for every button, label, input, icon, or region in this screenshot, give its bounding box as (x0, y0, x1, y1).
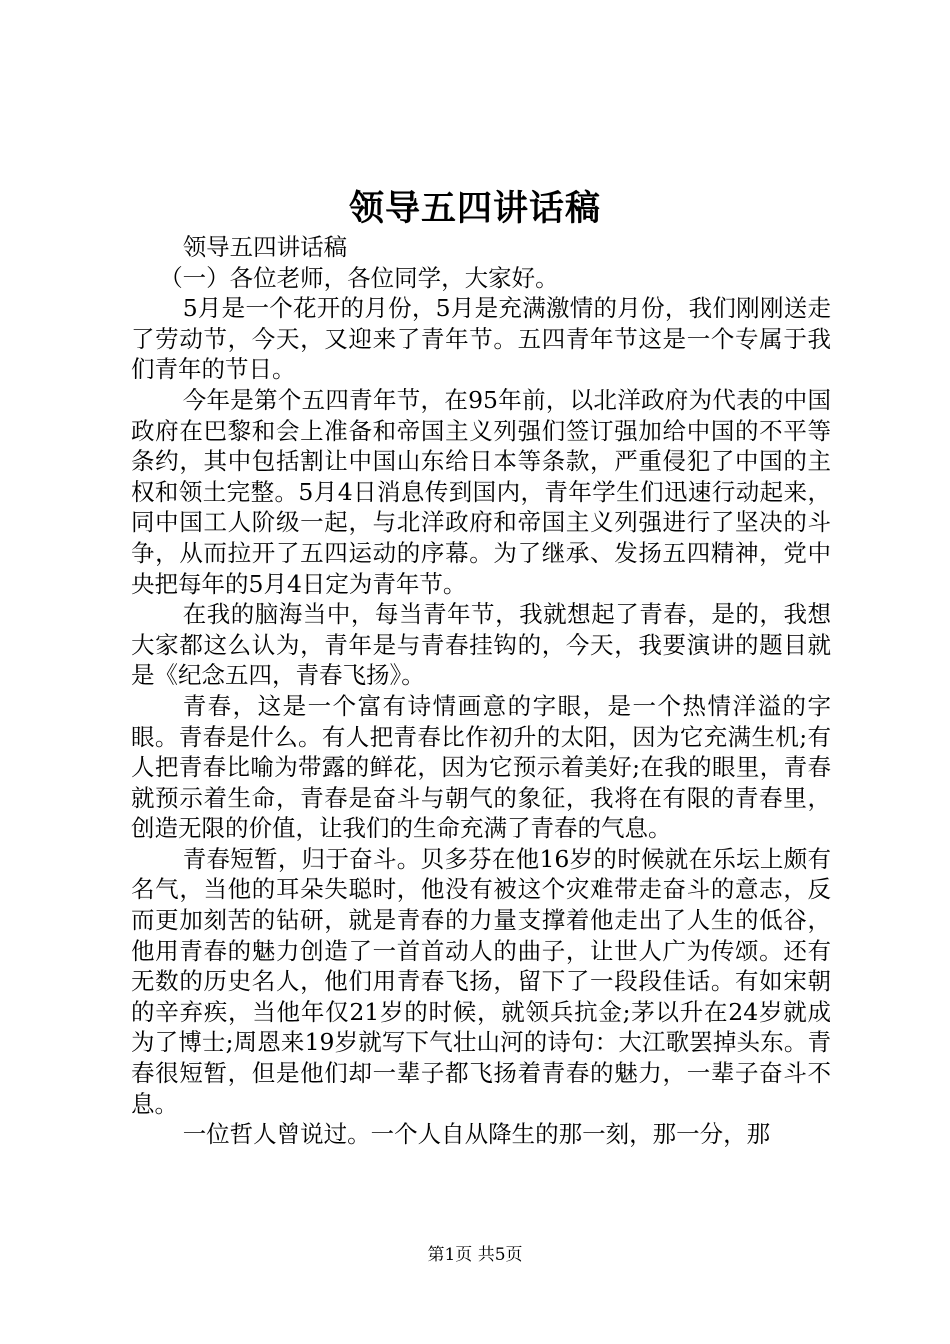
paragraph: 一位哲人曾说过。一个人自从降生的那一刻，那一分，那 (182, 1120, 771, 1149)
page-number: 第1页 共5页 (427, 1245, 523, 1265)
document-title: 领导五四讲话稿 (348, 188, 601, 229)
paragraph-salutation: （一）各位老师，各位同学，大家好。 (159, 263, 559, 292)
paragraph: 青春短暂，归于奋斗。贝多芬在他16岁的时候就在乐坛上颇有名气，当他的耳朵失聪时，他没有被这个灾难带走奋斗的意志，反而更加刻苦的钻研，就是青春的力量支撑着他走出了人生的低谷，他用青春的魅力创造了一首首动人的曲子，让世人广为传颂。还有无数的历史名人，他们用青春飞扬，留下了一段段佳话。有如宋朝的辛弃疾，当他年仅21岁的时候，就领兵抗金;茅以升在24岁就成为了博士;周恩来19岁就写下气壮山河的诗句：大江歌罢掉头东。青春很短暂，但是他们却一辈子都飞扬着青春的魅力，一辈子奋斗不息。 (131, 844, 831, 1118)
document-body (131, 232, 831, 1150)
paragraph: 5月是一个花开的月份，5月是充满激情的月份，我们刚刚送走了劳动节，今天，又迎来了青年节。五四青年节这是一个专属于我们青年的节日。 (131, 294, 831, 384)
paragraph: 青春，这是一个富有诗情画意的字眼，是一个热情洋溢的字眼。青春是什么。有人把青春比作初升的太阳，因为它充满生机;有人把青春比喻为带露的鲜花，因为它预示着美好;在我的眼里，青春就预示着生命，青春是奋斗与朝气的象征，我将在有限的青春里，创造无限的价值，让我们的生命充满了青春的气息。 (131, 691, 831, 843)
paragraph: 在我的脑海当中，每当青年节，我就想起了青春，是的，我想大家都这么认为，青年是与青春挂钩的，今天，我要演讲的题目就是《纪念五四，青春飞扬》。 (131, 600, 831, 690)
paragraph: 今年是第个五四青年节，在95年前，以北洋政府为代表的中国政府在巴黎和会上准备和帝国主义列强们签订强加给中国的不平等条约，其中包括割让中国山东给日本等条款，严重侵犯了中国的主权和领土完整。5月4日消息传到国内，青年学生们迅速行动起来，同中国工人阶级一起，与北洋政府和帝国主义列强进行了坚决的斗争，从而拉开了五四运动的序幕。为了继承、发扬五四精神，党中央把每年的5月4日定为青年节。 (131, 385, 831, 598)
paragraph-subtitle: 领导五四讲话稿 (182, 233, 348, 261)
